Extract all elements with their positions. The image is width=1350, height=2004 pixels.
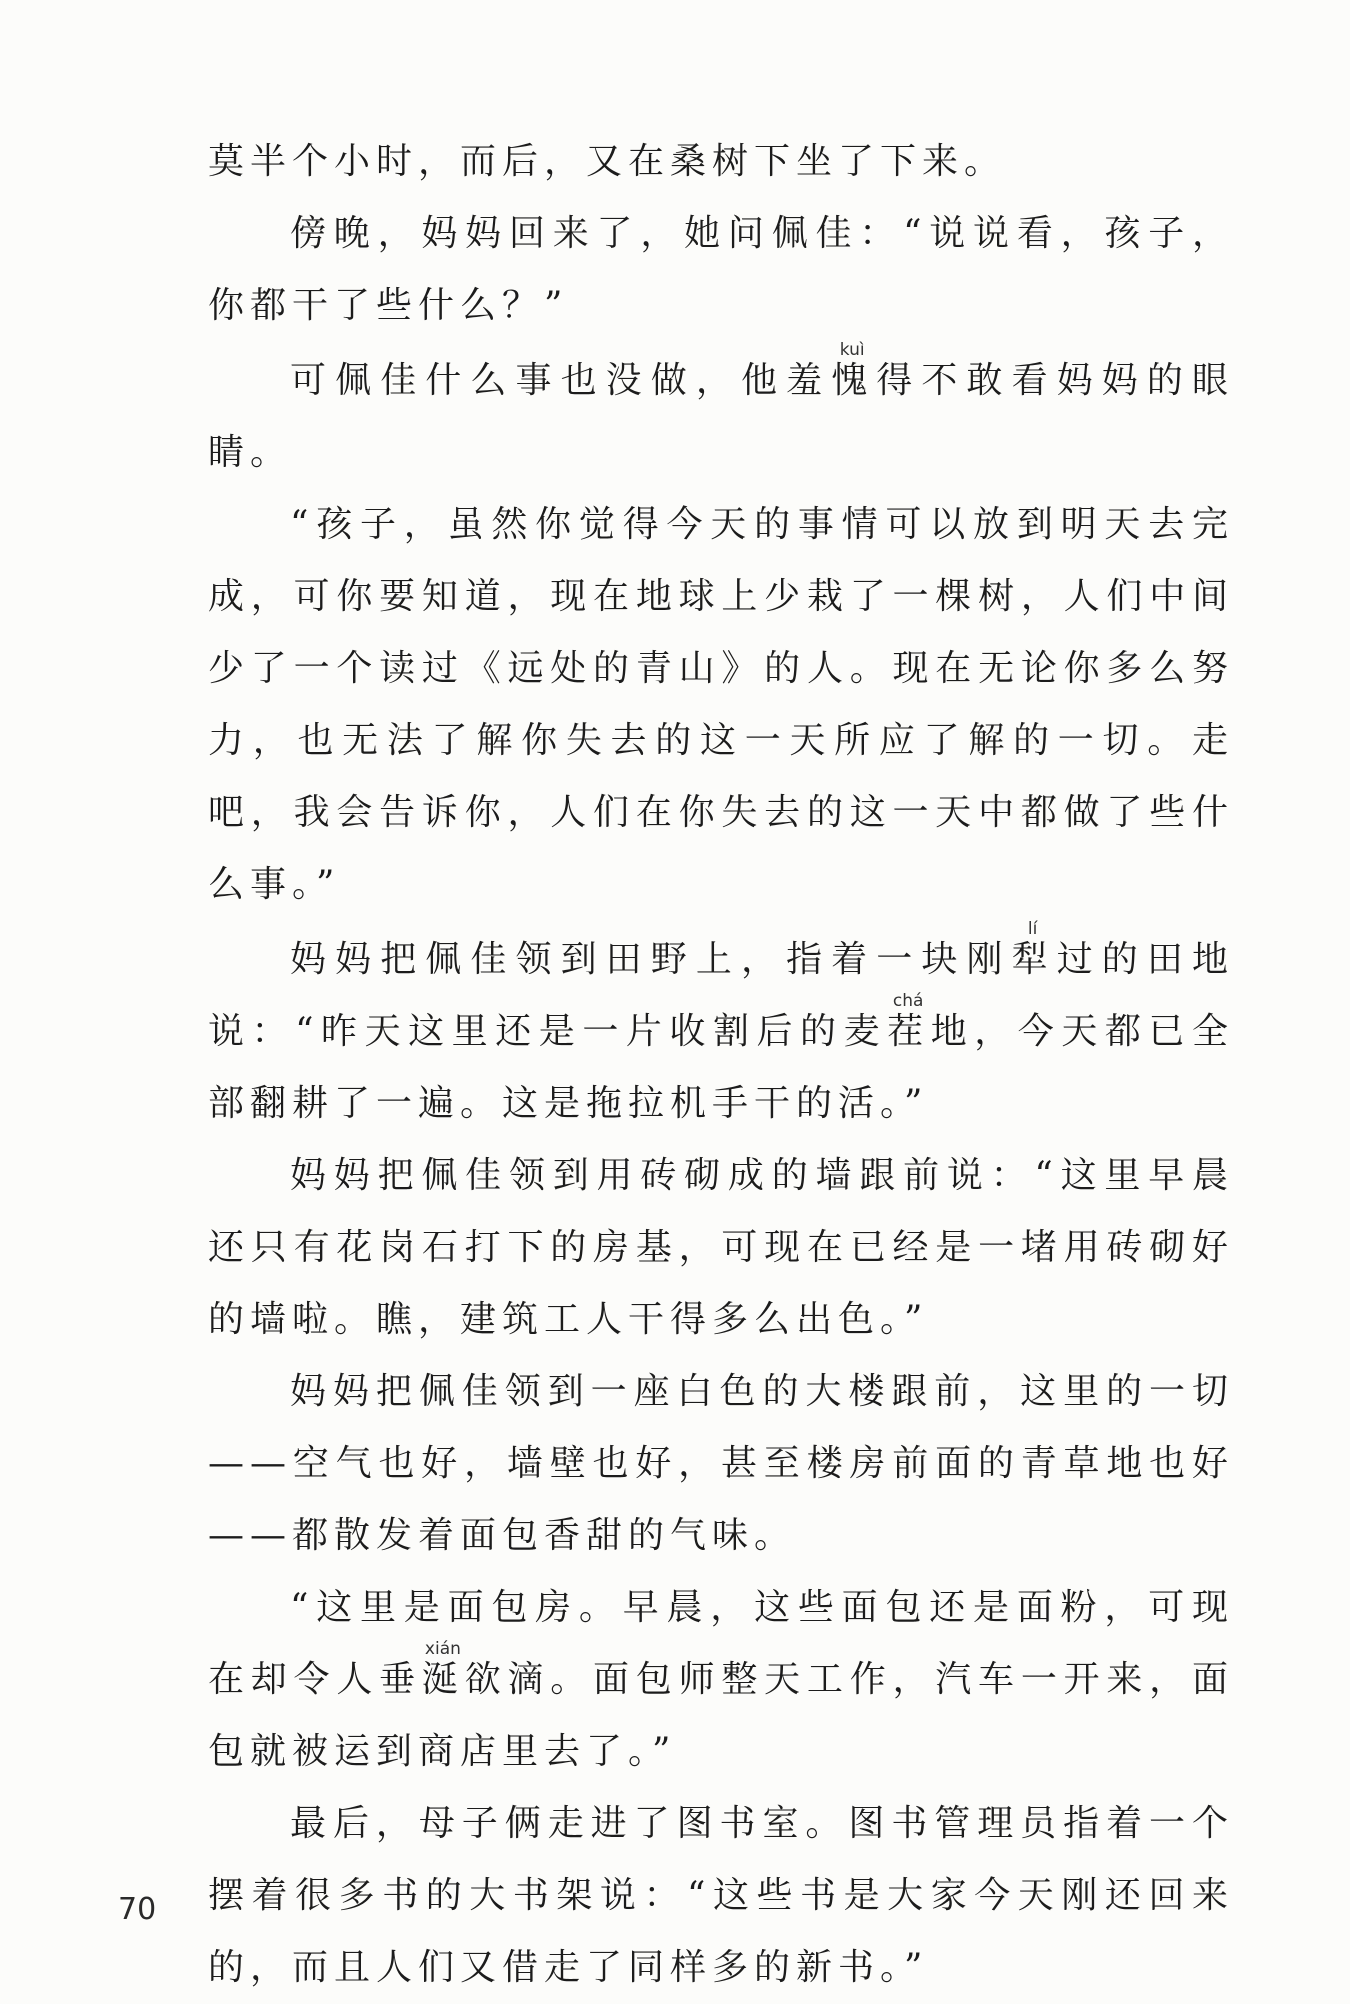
- paragraph: [208, 1356, 1234, 1572]
- paragraph: [208, 126, 1234, 198]
- text-run: 欲滴。面包师整天工作，汽车一开来，面包就被运到商店里去了。”: [208, 1659, 1234, 1772]
- paragraph: [208, 489, 1234, 921]
- pinyin-annotation: chá: [887, 991, 930, 1011]
- text-run: 莫半个小时，而后，又在桑树下坐了下来。: [208, 141, 1007, 182]
- text-run: “这里是面包房。早晨，这些面包还是面粉，可现在却令人垂: [208, 1587, 1234, 1700]
- pinyin-annotated-char: 涎xián: [421, 1639, 465, 1700]
- text-run: 地，今天都已全部翻耕了一遍。这是拖拉机手干的活。”: [208, 1011, 1234, 1124]
- text-run: “孩子，虽然你觉得今天的事情可以放到明天去完成，可你要知道，现在地球上少栽了一棵树，人们中间少了一个读过《远处的青山》的人。现在无论你多么努力，也无法了解你失去的这一天所应了解的一切。走吧，我会告诉你，人们在你失去的这一天中都做了些什么事。”: [208, 504, 1234, 905]
- text-run: 妈妈把佩佳领到用砖砌成的墙跟前说：“这里早晨还只有花岗石打下的房基，可现在已经是一堵用砖砌好的墙啦。瞧，建筑工人干得多么出色。”: [208, 1155, 1234, 1340]
- paragraph: [208, 1140, 1234, 1356]
- text-run: 最后，母子俩走进了图书室。图书管理员指着一个摆着很多书的大书架说：“这些书是大家今天刚还回来的，而且人们又借走了同样多的新书。”: [208, 1803, 1234, 1988]
- pinyin-annotation: lí: [1011, 919, 1054, 939]
- text-run: 妈妈把佩佳领到一座白色的大楼跟前，这里的一切——空气也好，墙壁也好，甚至楼房前面的青草地也好——都散发着面包香甜的气味。: [208, 1371, 1234, 1556]
- pinyin-annotated-char: 犁lí: [1011, 919, 1057, 980]
- text-run: 得不敢看妈妈的眼睛。: [208, 360, 1234, 473]
- page-number: 70: [118, 1892, 157, 1927]
- pinyin-annotated-char: 愧kuì: [831, 340, 877, 401]
- text-run: 傍晚，妈妈回来了，她问佩佳：“说说看，孩子，你都干了些什么？”: [208, 213, 1234, 326]
- pinyin-annotation: kuì: [831, 340, 874, 360]
- paragraph: [208, 342, 1234, 489]
- paragraph: [208, 1788, 1234, 2004]
- paragraph: [208, 1572, 1234, 1788]
- paragraph: [208, 921, 1234, 1140]
- body-text: [208, 126, 1234, 2004]
- text-run: 可佩佳什么事也没做，他羞: [290, 360, 832, 401]
- paragraph: [208, 198, 1234, 342]
- pinyin-annotation: xián: [421, 1639, 464, 1659]
- pinyin-annotated-char: 茬chá: [887, 991, 931, 1052]
- text-run: 妈妈把佩佳领到田野上，指着一块刚: [290, 939, 1012, 980]
- text-run: 过的田地说：“昨天这里还是一片收割后的麦: [208, 939, 1234, 1052]
